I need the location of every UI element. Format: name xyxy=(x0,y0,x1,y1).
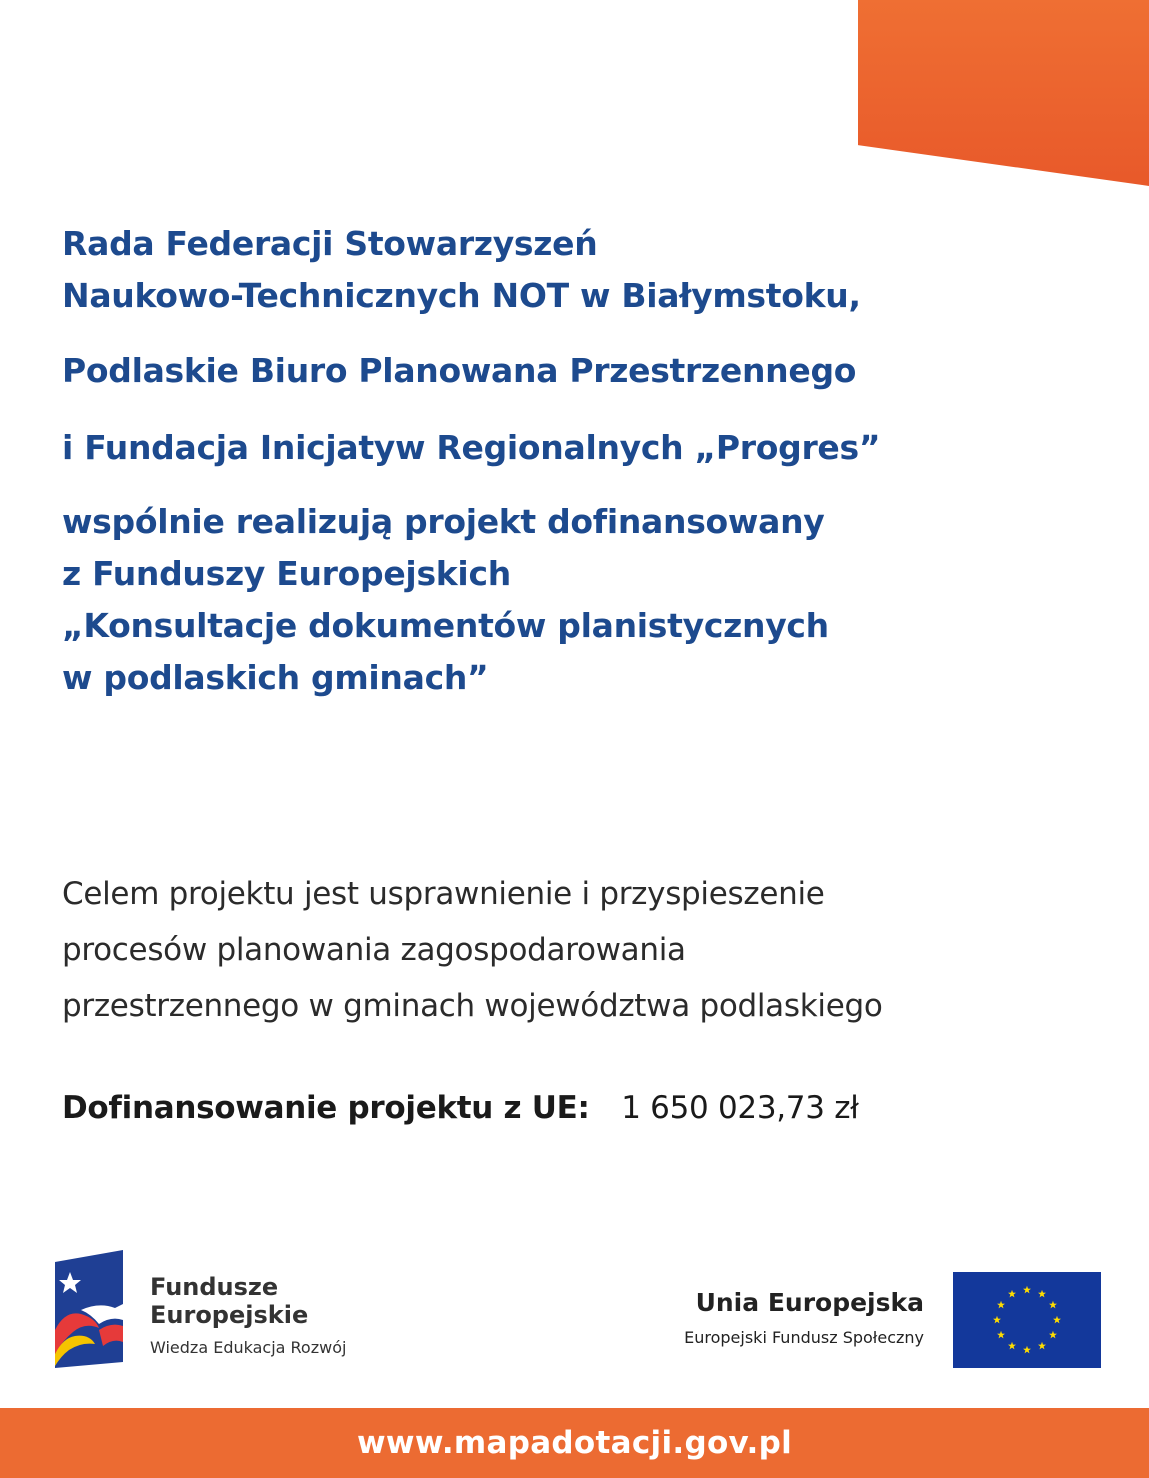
goal-line: Celem projektu jest usprawnienie i przyspieszenie xyxy=(62,876,825,912)
ue-title: Unia Europejska xyxy=(695,1288,924,1317)
headline-line: i Fundacja Inicjatyw Regionalnych „Progres” xyxy=(62,428,881,467)
ue-subtitle: Europejski Fundusz Społeczny xyxy=(684,1328,924,1347)
unia-europejska-caption xyxy=(684,1288,924,1347)
eu-flag-icon xyxy=(953,1272,1101,1368)
funding-value: 1 650 023,73 zł xyxy=(621,1090,859,1126)
headline-line: w podlaskich gminach” xyxy=(62,658,489,697)
headline-line: Rada Federacji Stowarzyszeń xyxy=(62,224,598,263)
fe-title: Europejskie xyxy=(150,1301,309,1329)
fundusze-europejskie-caption xyxy=(150,1273,346,1359)
fundusze-europejskie-logo-icon xyxy=(55,1250,123,1368)
footer-url: www.mapadotacji.gov.pl xyxy=(356,1425,793,1461)
funding-label: Dofinansowanie projektu z UE: xyxy=(62,1090,590,1126)
headline-line: wspólnie realizują projekt dofinansowany xyxy=(62,502,825,541)
fe-title: Fundusze xyxy=(150,1273,279,1301)
headline-line: z Funduszy Europejskich xyxy=(62,554,511,593)
headline-line: Naukowo-Technicznych NOT w Białymstoku, xyxy=(62,276,861,315)
headline xyxy=(62,218,1122,704)
headline-line: „Konsultacje dokumentów planistycznych xyxy=(62,606,829,645)
project-goal xyxy=(62,866,1132,1034)
footer-bar xyxy=(0,1408,1149,1478)
funding-amount xyxy=(62,1090,859,1126)
goal-line: procesów planowania zagospodarowania xyxy=(62,932,686,968)
fe-subtitle: Wiedza Edukacja Rozwój xyxy=(150,1338,347,1357)
goal-line: przestrzennego w gminach województwa podlaskiego xyxy=(62,988,883,1024)
orange-corner-decoration xyxy=(858,0,1149,186)
headline-line: Podlaskie Biuro Planowana Przestrzennego xyxy=(62,351,857,390)
